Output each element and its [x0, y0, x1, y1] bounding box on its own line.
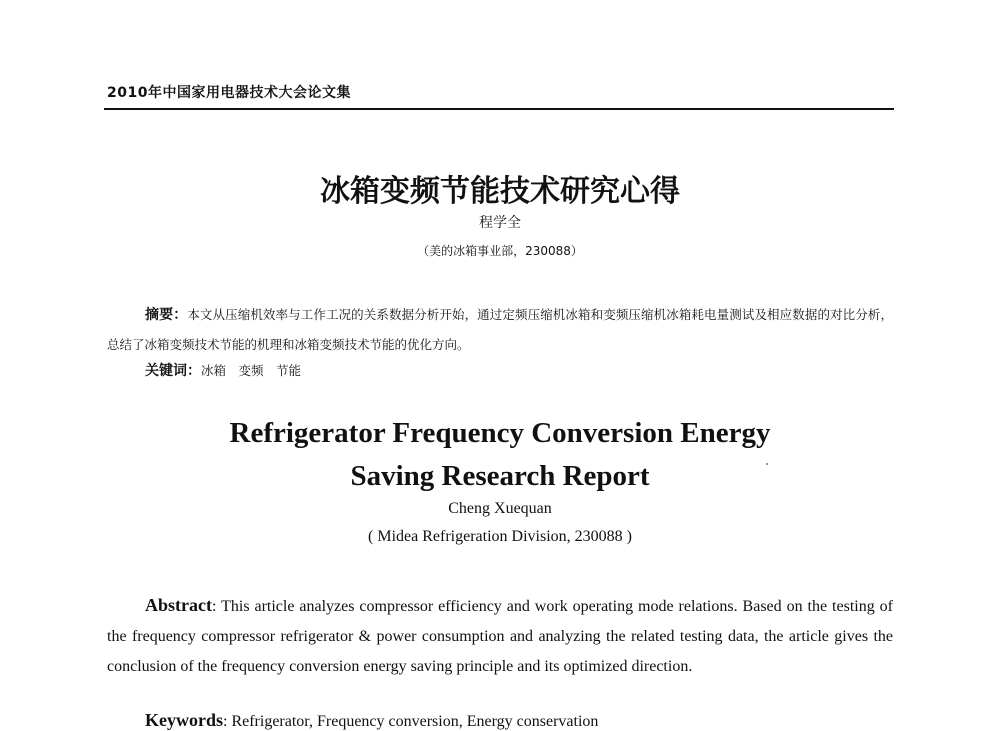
abstract-en-label: Abstract [145, 595, 212, 615]
keywords-cn [145, 360, 301, 380]
keywords-cn-label: 关键词： [145, 363, 201, 379]
affiliation-en: ( Midea Refrigeration Division, 230088 ) [368, 528, 632, 545]
header-rule [104, 108, 894, 110]
keywords-en-label: Keywords [145, 710, 223, 730]
title-en-line1: Refrigerator Frequency Conversion Energy [229, 417, 771, 449]
keywords-en [145, 710, 598, 731]
keywords-cn-text: 冰箱 变频 节能 [201, 363, 302, 378]
page-title-cn: 冰箱变频节能技术研究心得 [320, 174, 680, 209]
affiliation-cn: （美的冰箱事业部，230088） [417, 244, 583, 258]
abstract-cn [107, 300, 893, 359]
title-en-line2: Saving Research Report [350, 460, 650, 492]
keywords-en-text: Refrigerator, Frequency conversion, Energy conservation [231, 713, 599, 730]
page-title-en [0, 412, 1000, 498]
running-head: 2010年中国家用电器技术大会论文集 [107, 85, 351, 101]
abstract-en [107, 590, 893, 682]
abstract-en-text: This article analyzes compressor efficiency and work operating mode relations. Based on the testing of the frequency compressor refrigerator & power consumption and analyzing the related testing data, the article gives the conclusion of the frequency conversion energy saving principle and its optimized direction. [107, 598, 893, 675]
abstract-cn-label: 摘要： [145, 307, 188, 323]
abstract-cn-text: 本文从压缩机效率与工作工况的关系数据分析开始，通过定频压缩机冰箱和变频压缩机冰箱耗电量测试及相应数据的对比分析，总结了冰箱变频技术节能的机理和冰箱变频技术节能的优化方向。 [107, 307, 893, 352]
keywords-en-separator: : [223, 713, 232, 730]
author-cn: 程学全 [479, 215, 521, 231]
abstract-en-separator: : [211, 598, 222, 615]
author-en: Cheng Xuequan [448, 500, 552, 517]
scan-speck [766, 463, 768, 465]
